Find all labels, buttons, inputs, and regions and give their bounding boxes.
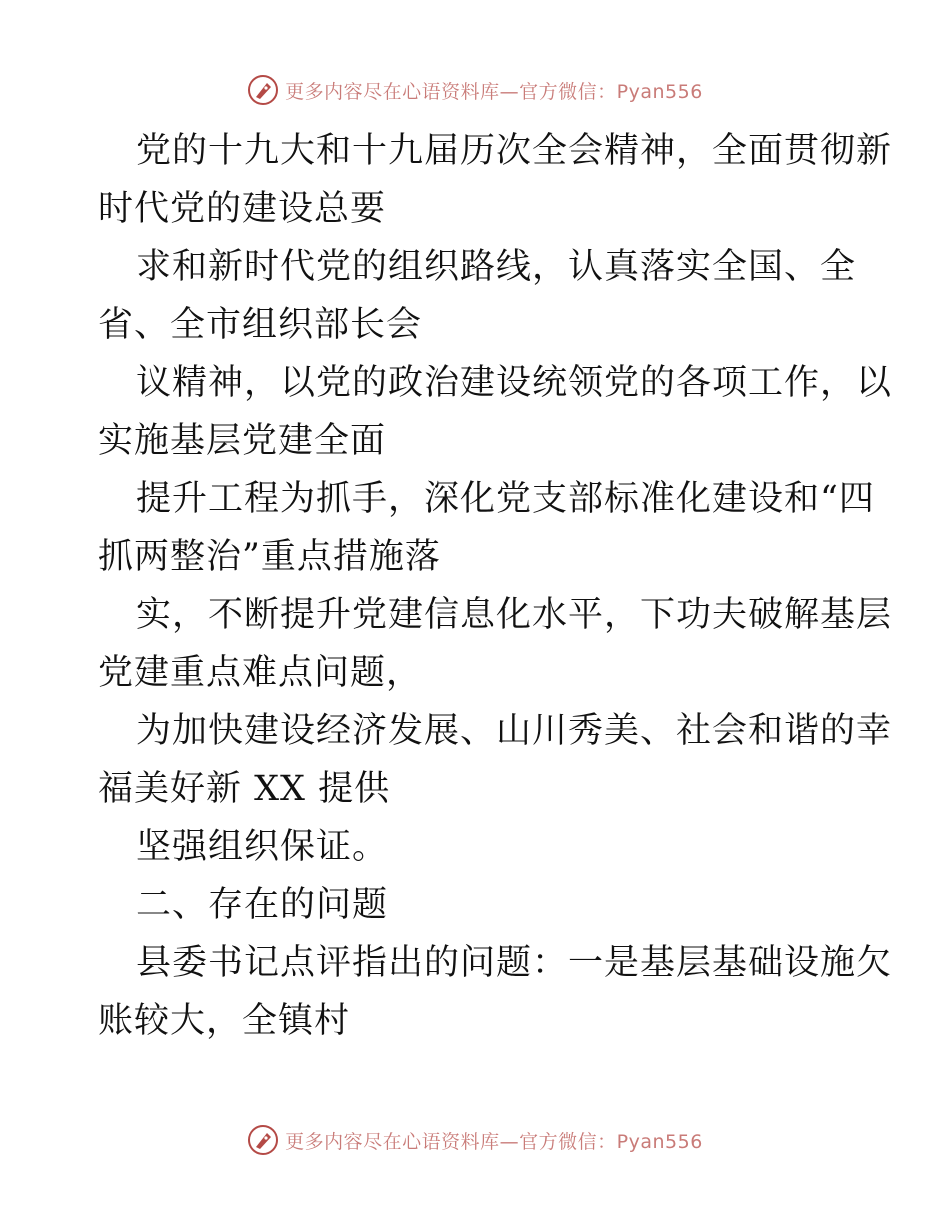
watermark-text: 更多内容尽在心语资料库—官方微信：Pyan556 (285, 80, 703, 103)
body-line: 求和新时代党的组织路线，认真落实全国、全 (136, 247, 857, 287)
pen-nib-logo-icon (247, 1124, 279, 1156)
section-heading: 二、存在的问题 (136, 885, 389, 925)
body-line: 县委书记点评指出的问题：一是基层基础设施欠 (136, 943, 893, 983)
body-line: 福美好新 XX 提供 (98, 769, 391, 809)
body-line: 为加快建设经济发展、山川秀美、社会和谐的幸 (136, 711, 893, 751)
document-body (98, 122, 893, 1050)
body-line: 实，不断提升党建信息化水平，下功夫破解基层 (136, 595, 893, 635)
pen-nib-logo-icon (247, 74, 279, 106)
body-line: 抓两整治”重点措施落 (98, 537, 441, 577)
body-line: 党的十九大和十九届历次全会精神，全面贯彻新 (136, 131, 893, 171)
body-line: 实施基层党建全面 (98, 421, 387, 461)
body-line: 党建重点难点问题， (98, 653, 423, 693)
body-line: 提升工程为抓手，深化党支部标准化建设和“四 (136, 479, 875, 519)
watermark-text: 更多内容尽在心语资料库—官方微信：Pyan556 (285, 1130, 703, 1153)
body-line: 账较大，全镇村 (98, 1001, 351, 1041)
body-line: 时代党的建设总要 (98, 189, 387, 229)
body-line: 议精神，以党的政治建设统领党的各项工作，以 (136, 363, 893, 403)
footer-watermark (0, 1120, 950, 1160)
body-line: 坚强组织保证。 (136, 827, 389, 867)
header-watermark (0, 70, 950, 110)
body-line: 省、全市组织部长会 (98, 305, 423, 345)
